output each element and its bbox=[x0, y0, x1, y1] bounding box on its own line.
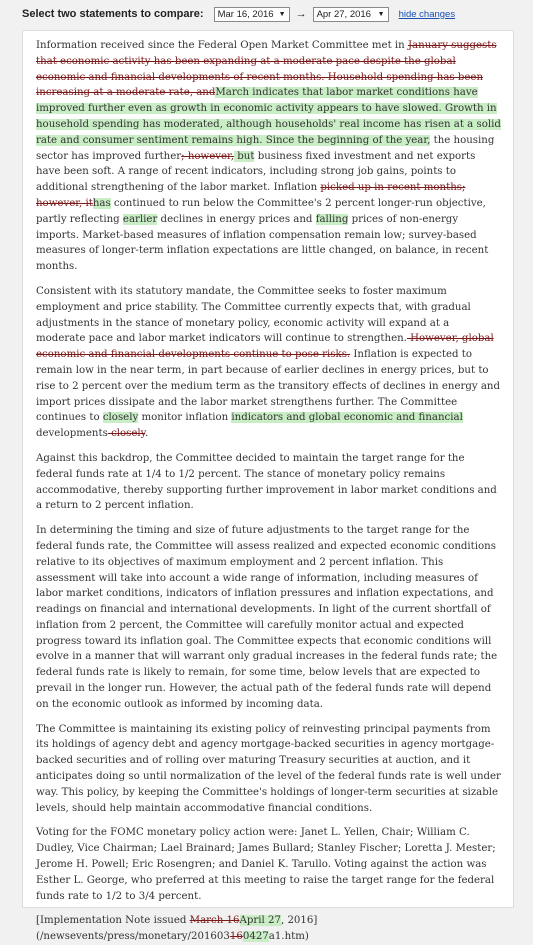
from-date-value: Mar 16, 2016 bbox=[217, 8, 274, 20]
statement-text: declines in energy prices and bbox=[157, 213, 316, 225]
statement-paragraph bbox=[36, 913, 501, 945]
deleted-text: 16 bbox=[229, 931, 243, 943]
statement-text: continued to run below the Committee's 2 percent longer-run objective, partly reflecting bbox=[36, 197, 486, 225]
statement-text: The Committee is maintaining its existing policy of reinvesting principal payments from its holdings of agency debt and agency mortgage-backed securities in agency mortgage-backed securities and of rolling over maturing Treasury securities at auction, and it anticipates doing so until normalization of the level of the federal funds rate is well under way. This policy, by keeping the Committee's holdings of longer-term securities at sizable levels, should help maintain accommodative financial conditions. bbox=[36, 723, 501, 814]
inserted-text: 0427 bbox=[242, 931, 269, 943]
dropdown-arrow-icon: ▼ bbox=[278, 10, 286, 18]
inserted-text: but bbox=[234, 150, 255, 162]
statement-text: , 2016] bbox=[280, 915, 318, 927]
statement-text: developments bbox=[36, 428, 108, 440]
statement-text: Voting for the FOMC monetary policy action were: Janet L. Yellen, Chair; William C. Dudley, Vice Chairman; Lael Brainard; James Bullard; Stanley Fischer; Loretta J. Mester; Jerome H. Powell; Eric Rosengren; and Daniel K. Tarullo. Voting against the action was Esther L. George, who preferred at this meeting to raise the target range for the federal funds rate to 1/2 to 3/4 percent. bbox=[36, 827, 496, 902]
inserted-text: indicators and global economic and financial bbox=[231, 412, 463, 424]
statement-text: a1.htm) bbox=[268, 931, 309, 943]
statement-text: . bbox=[145, 428, 149, 440]
statement-text: monitor inflation bbox=[138, 412, 232, 424]
statement-paragraph bbox=[36, 722, 501, 817]
statement-text: In determining the timing and size of future adjustments to the target range for the federal funds rate, the Committee will assess realized and expected economic conditions relative to its objectives of maximum employment and 2 percent inflation. This assessment will take into account a wide range of information, including measures of labor market conditions, indicators of inflation pressures and inflation expectations, and readings on financial and international developments. In light of the current shortfall of inflation from 2 percent, the Committee will carefully monitor actual and expected progress toward its inflation goal. The Committee expects that economic conditions will evolve in a manner that will warrant only gradual increases in the federal funds rate; the federal funds rate is likely to remain, for some time, below levels that are expected to prevail in the longer run. However, the actual path of the federal funds rate will depend on the economic outlook as informed by incoming data. bbox=[36, 525, 498, 710]
deleted-text: However, global economic and financial developments continue to pose risks. bbox=[36, 333, 494, 361]
statement-text: Against this backdrop, the Committee decided to maintain the target range for the federal funds rate at 1/4 to 1/2 percent. The stance of monetary policy remains accommodative, thereby supporting further improvement in labor market conditions and a return to 2 percent inflation. bbox=[36, 452, 497, 512]
statement-paragraph bbox=[36, 523, 501, 713]
statement-text: Consistent with its statutory mandate, the Committee seeks to foster maximum employment and price stability. The Committee currently expects that, with gradual adjustments in the stance of monetary policy, economic activity will expand at a moderate pace and labor market indicators will continue to strengthen. bbox=[36, 285, 471, 345]
statement-text: Inflation is expected to remain low in the near term, in part because of earlier declines in energy prices, but to rise to 2 percent over the medium term as the transitory effects of declines in energy and import prices dissipate and the labor market strengthens further. The Committee continues to bbox=[36, 349, 501, 424]
statement-text: the housing sector has improved further bbox=[36, 134, 495, 162]
inserted-text: falling bbox=[315, 213, 349, 225]
compare-toolbar bbox=[0, 0, 533, 28]
inserted-text: closely bbox=[102, 412, 139, 424]
inserted-text: April 27 bbox=[239, 915, 281, 927]
deleted-text: January suggests that economic activity has been expanding at a moderate pace despite the global economic and financial developments of recent months. Household spending has been increasing at a moderate rate, and bbox=[36, 40, 497, 99]
statement-diff-panel bbox=[22, 30, 514, 943]
from-date-select[interactable] bbox=[214, 7, 290, 22]
inserted-text: earlier bbox=[122, 213, 158, 225]
deleted-text: March 16 bbox=[189, 915, 240, 927]
deleted-text: picked up in recent months; however, it bbox=[36, 182, 466, 209]
statement-text: [Implementation Note issued bbox=[36, 915, 190, 927]
hide-changes-link[interactable]: hide changes bbox=[398, 8, 456, 20]
deleted-text: ; however, bbox=[181, 150, 235, 162]
statement-text: (/newsevents/press/monetary/201603 bbox=[36, 931, 230, 943]
dropdown-arrow-icon: ▼ bbox=[377, 10, 385, 18]
statement-text: business fixed investment and net exports have been soft. A range of recent indicators, including strong job gains, points to additional strengthening of the labor market. Inflation bbox=[36, 150, 476, 194]
statement-paragraph bbox=[36, 38, 501, 275]
inserted-text: March indicates that labor market conditions have improved further even as growth in economic activity appears to have slowed. Growth in household spending has moderated, although households' real income has risen at a solid rate and consumer sentiment remains high. Since the beginning of the year, bbox=[36, 87, 501, 146]
to-date-select[interactable] bbox=[313, 7, 389, 22]
statement-paragraph bbox=[36, 284, 501, 442]
statement-paragraph bbox=[36, 451, 501, 514]
compare-label: Select two statements to compare: bbox=[22, 8, 204, 20]
deleted-text: closely bbox=[107, 428, 146, 440]
statement-text: Information received since the Federal Open Market Committee met in bbox=[36, 40, 408, 51]
to-date-value: Apr 27, 2016 bbox=[316, 8, 371, 20]
statement-text: prices of non-energy imports. Market-based measures of inflation compensation remain low; survey-based measures of longer-term inflation expectations are little changed, on balance, in recent months. bbox=[36, 213, 489, 273]
statement-paragraph bbox=[36, 825, 501, 904]
inserted-text: has bbox=[92, 197, 111, 209]
arrow-right-icon: → bbox=[295, 8, 307, 20]
